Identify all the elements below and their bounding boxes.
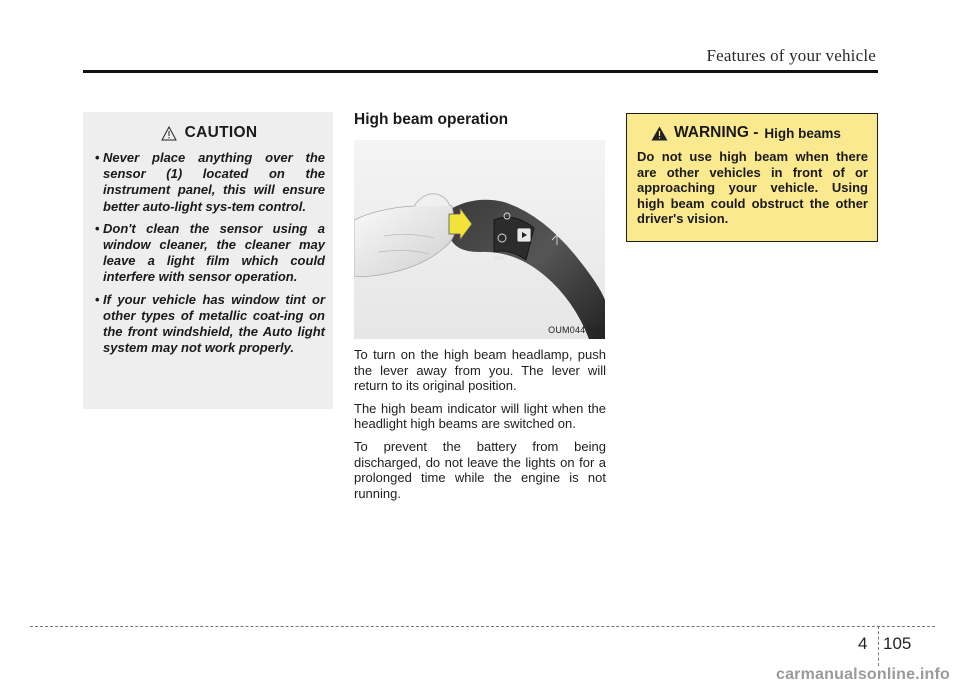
svg-text:OFF: OFF [494,256,505,262]
warning-text: Do not use high beam when there are other vehicles in front of or approaching your vehicle. Using high beam could obstruct the other driver's vision. [637,149,868,227]
warning-topic: High beams [764,125,841,141]
chapter-number: 4 [858,634,868,653]
footer-divider [878,626,879,666]
body-text [354,347,606,508]
caution-item: • Don't clean the sensor using a window cleaner, the cleaner may leave a light film which could interfere with sensor operation. [95,220,325,285]
footer-rule [30,626,935,627]
caution-item: • If your vehicle has window tint or other types of metallic coat-ing on the front windshield, the Auto light system may not work properly. [95,291,325,356]
paragraph: To turn on the high beam headlamp, push the lever away from you. The lever will return to its original position. [354,347,606,394]
caution-box [83,112,333,409]
warning-heading [651,124,868,142]
warning-box [626,113,878,242]
watermark: carmanualsonline.info [775,666,950,683]
warning-triangle-icon [651,126,668,141]
figure-code: OUM044059 [548,325,601,335]
section-title: High beam operation [354,111,509,128]
caution-list [93,150,325,356]
caution-triangle-icon [161,126,177,141]
lever-illustration [354,140,605,339]
paragraph: To prevent the battery from being discharged, do not leave the lights on for a prolonged time while the engine is not running. [354,438,606,501]
caution-title: CAUTION [184,124,258,141]
header-rule [83,70,878,73]
header-title: Features of your vehicle [706,46,876,65]
high-beam-figure [354,140,605,339]
caution-heading [93,124,325,142]
page-number: 105 [883,634,912,653]
caution-item: • Never place anything over the sensor (1) located on the instrument panel, this will ensure better auto-light sys-tem control. [95,150,325,214]
paragraph: The high beam indicator will light when the headlight high beams are switched on. [354,400,606,432]
warning-word: WARNING - [674,124,759,141]
